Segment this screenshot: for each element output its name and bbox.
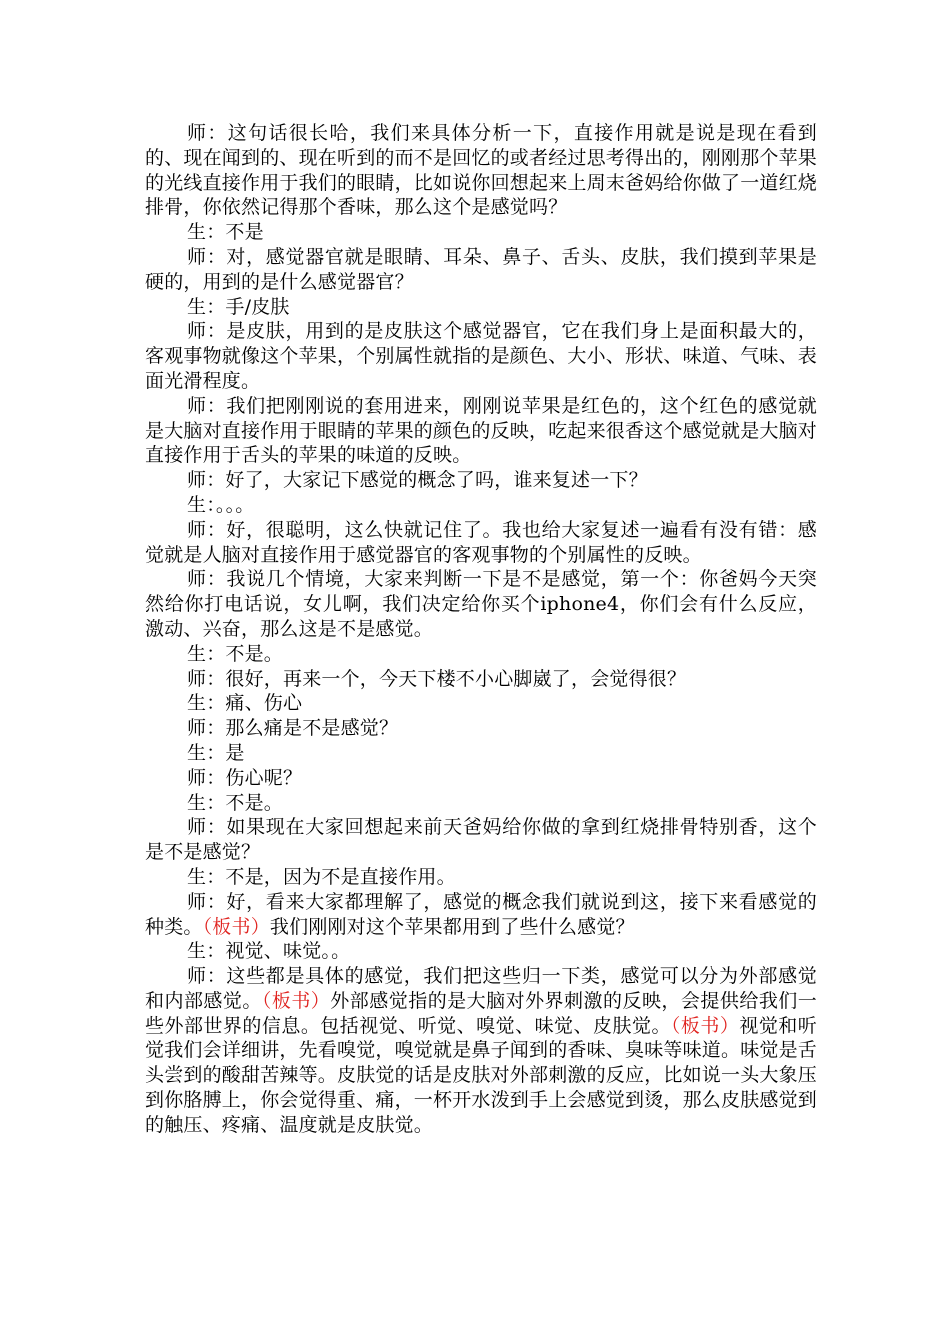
dialogue-text: 师：很好，再来一个，今天下楼不小心脚崴了，会觉得很？ — [187, 667, 687, 690]
dialogue-text: 师：我说几个情境，大家来判断一下是不是感觉，第一个：你爸妈今天突然给你打电话说，女儿啊，我们决定给你买个iphone4，你们会有什么反应，激动、兴奋，那么这是不是感觉。 — [145, 568, 817, 640]
dialogue-text: 师：伤心呢？ — [187, 766, 303, 789]
dialogue-paragraph — [145, 642, 817, 667]
dialogue-text: 视觉和听觉我们会详细讲，先看嗅觉，嗅觉就是鼻子闻到的香味、臭味等味道。味觉是舌头尝到的酸甜苦辣等。皮肤觉的话是皮肤对外部刺激的反应，比如说一头大象压到你胳膊上，你会觉得重、痛，一杯开水泼到手上会感觉到烫，那么皮肤感觉到的触压、疼痛、温度就是皮肤觉。 — [145, 1014, 818, 1136]
dialogue-text: 生：不是，因为不是直接作用。 — [187, 865, 456, 888]
dialogue-text: 师：我们把刚刚说的套用进来，刚刚说苹果是红色的，这个红色的感觉就是大脑对直接作用于眼睛的苹果的颜色的反映，吃起来很香这个感觉就是大脑对直接作用于舌头的苹果的味道的反映。 — [145, 394, 818, 467]
dialogue-paragraph — [145, 518, 817, 568]
dialogue-paragraph — [145, 220, 817, 245]
dialogue-text: 生：不是 — [187, 221, 264, 244]
transcript-body — [145, 121, 817, 1138]
dialogue-paragraph — [145, 691, 817, 716]
dialogue-text: 生：。。。 — [187, 493, 255, 516]
dialogue-text: 外部感觉指的是大脑对外界刺激的反映，会提供给我们一些外部世界的信息。包括视觉、听觉、嗅觉、味觉、皮肤觉。 — [145, 989, 817, 1037]
dialogue-text: 师：这些都是具体的感觉，我们把这些归一下类，感觉可以分为外部感觉和内部感觉。 — [145, 965, 817, 1012]
dialogue-text: 师：好，看来大家都理解了，感觉的概念我们就说到这，接下来看感觉的种类。 — [145, 890, 817, 938]
dialogue-paragraph — [145, 468, 817, 493]
dialogue-paragraph — [145, 716, 817, 741]
dialogue-paragraph — [145, 319, 817, 393]
dialogue-paragraph — [145, 394, 817, 468]
board-note: （板书） — [261, 989, 331, 1012]
dialogue-paragraph — [145, 964, 817, 1138]
dialogue-text: 师：是皮肤，用到的是皮肤这个感觉器官，它在我们身上是面积最大的，客观事物就像这个苹果，个别属性就指的是颜色、大小、形状、味道、气味、表面光滑程度。 — [145, 320, 818, 392]
dialogue-paragraph — [145, 741, 817, 766]
dialogue-text: 生：痛、伤心 — [187, 692, 303, 715]
dialogue-text: 师：如果现在大家回想起来前天爸妈给你做的拿到红烧排骨特别香，这个是不是感觉？ — [145, 816, 817, 864]
dialogue-paragraph — [145, 890, 817, 940]
dialogue-paragraph — [145, 245, 817, 295]
dialogue-paragraph — [145, 766, 817, 791]
dialogue-text: 师：那么痛是不是感觉？ — [187, 717, 399, 740]
dialogue-text: 生：不是。 — [187, 791, 284, 814]
board-note: （板书） — [202, 915, 270, 938]
dialogue-paragraph — [145, 865, 817, 890]
dialogue-text: 我们刚刚对这个苹果都用到了些什么感觉？ — [269, 915, 635, 938]
dialogue-text: 师：好，很聪明，这么快就记住了。我也给大家复述一遍看有没有错：感觉就是人脑对直接作用于感觉器官的客观事物的个别属性的反映。 — [145, 518, 817, 566]
dialogue-paragraph — [145, 121, 817, 220]
dialogue-paragraph — [145, 567, 817, 641]
dialogue-paragraph — [145, 815, 817, 865]
dialogue-text: 师：好了，大家记下感觉的概念了吗，谁来复述一下？ — [187, 469, 648, 492]
dialogue-text: 师：这句话很长哈，我们来具体分析一下，直接作用就是说是现在看到的、现在闻到的、现在听到的而不是回忆的或者经过思考得出的，刚刚那个苹果的光线直接作用于我们的眼睛，比如说你回想起来上周末爸妈给你做了一道红烧排骨，你依然记得那个香味，那么这个是感觉吗？ — [145, 122, 818, 219]
dialogue-paragraph — [145, 791, 817, 816]
board-note: （板书） — [670, 1014, 740, 1037]
dialogue-text: 生：手/皮肤 — [187, 295, 290, 318]
dialogue-paragraph — [145, 493, 817, 518]
dialogue-text: 师：对，感觉器官就是眼睛、耳朵、鼻子、舌头、皮肤，我们摸到苹果是硬的，用到的是什么感觉器官？ — [145, 245, 817, 293]
dialogue-paragraph — [145, 939, 817, 964]
dialogue-paragraph — [145, 295, 817, 320]
dialogue-text: 生：是 — [187, 741, 245, 764]
dialogue-text: 生：不是。 — [187, 642, 284, 665]
dialogue-text: 生：视觉、味觉。。 — [187, 940, 351, 963]
dialogue-paragraph — [145, 667, 817, 692]
